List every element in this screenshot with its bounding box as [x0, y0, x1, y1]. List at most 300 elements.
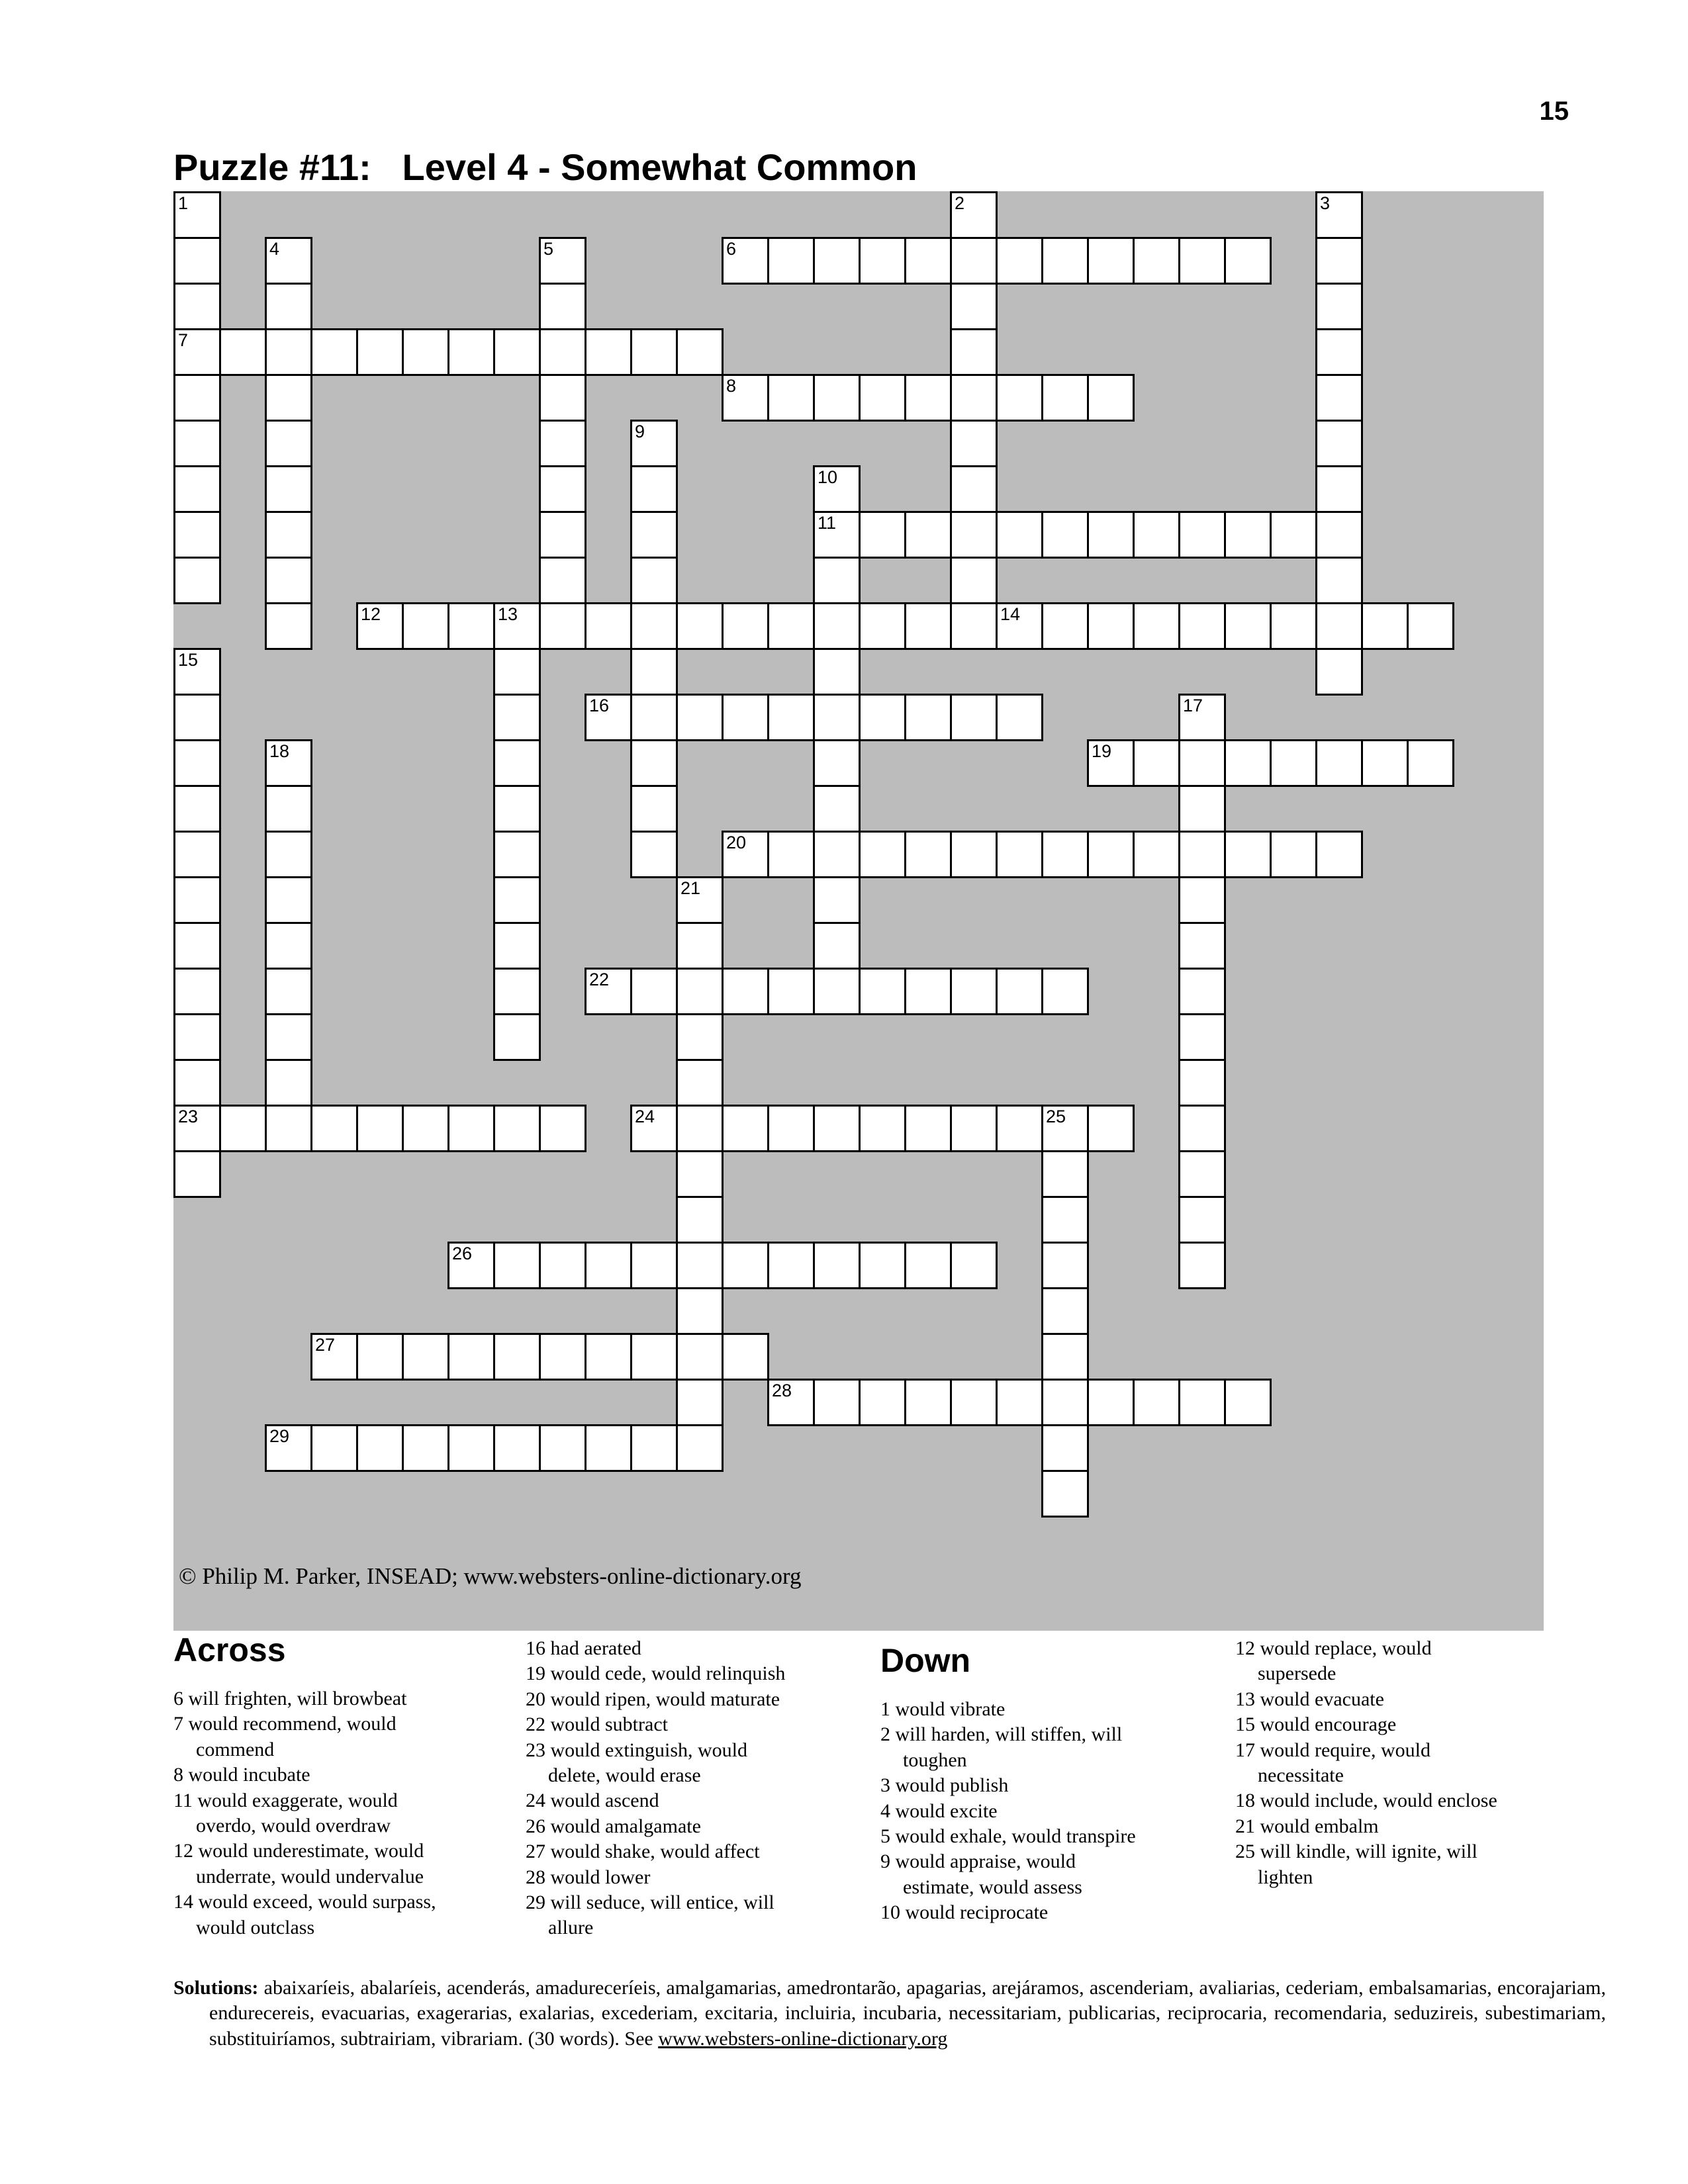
grid-cell[interactable] [447, 1333, 495, 1381]
grid-cell[interactable] [676, 1105, 724, 1152]
grid-cell[interactable] [996, 694, 1043, 741]
grid-cell[interactable] [996, 237, 1043, 285]
grid-cell[interactable] [813, 1242, 861, 1289]
grid-cell[interactable] [722, 968, 769, 1015]
grid-cell[interactable] [539, 328, 586, 376]
grid-cell[interactable] [1315, 831, 1363, 878]
grid-cell[interactable] [1041, 1196, 1089, 1244]
grid-cell[interactable] [1224, 1379, 1272, 1426]
across-clues-col2 [526, 1636, 785, 1941]
grid-cell[interactable] [950, 1105, 998, 1152]
grid-cell[interactable] [1041, 831, 1089, 878]
grid-cell[interactable] [493, 1105, 541, 1152]
grid-cell[interactable] [630, 1424, 678, 1472]
grid-cell[interactable] [813, 374, 861, 422]
grid-cell[interactable] [1087, 739, 1135, 787]
grid-cell[interactable] [1224, 511, 1272, 559]
grid-cell[interactable] [1315, 739, 1363, 787]
grid-cell[interactable] [402, 1424, 449, 1472]
grid-cell[interactable] [1133, 511, 1180, 559]
grid-cell[interactable] [493, 1013, 541, 1061]
clue-text: 21 would embalm [1235, 1815, 1379, 1837]
grid-cell[interactable] [676, 1150, 724, 1198]
grid-cell[interactable] [1041, 374, 1089, 422]
grid-cell[interactable] [722, 602, 769, 650]
grid-cell[interactable] [722, 1333, 769, 1381]
grid-cell[interactable] [219, 1105, 267, 1152]
grid-cell[interactable] [813, 739, 861, 787]
grid-cell[interactable] [173, 739, 221, 787]
grid-cell[interactable] [265, 1424, 312, 1472]
grid-cell[interactable] [310, 1333, 358, 1381]
grid-cell[interactable] [1315, 374, 1363, 422]
grid-cell[interactable] [1224, 739, 1272, 787]
clue-number: 23 [178, 1107, 199, 1126]
grid-cell[interactable] [173, 511, 221, 559]
grid-cell[interactable] [676, 1059, 724, 1107]
grid-cell[interactable] [813, 511, 861, 559]
grid-cell[interactable] [676, 922, 724, 970]
grid-cell[interactable] [767, 694, 815, 741]
grid-cell[interactable] [950, 694, 998, 741]
grid-cell[interactable] [265, 785, 312, 833]
grid-cell[interactable] [493, 831, 541, 878]
grid-cell[interactable] [402, 1333, 449, 1381]
grid-cell[interactable] [996, 831, 1043, 878]
grid-cell[interactable] [539, 283, 586, 330]
grid-cell[interactable] [493, 328, 541, 376]
grid-cell[interactable] [356, 602, 404, 650]
grid-cell[interactable] [813, 968, 861, 1015]
grid-cell[interactable] [265, 465, 312, 513]
grid-cell[interactable] [539, 1424, 586, 1472]
grid-cell[interactable] [493, 876, 541, 924]
grid-cell[interactable] [859, 511, 906, 559]
grid-cell[interactable] [722, 694, 769, 741]
grid-cell[interactable] [859, 968, 906, 1015]
grid-cell[interactable] [1315, 648, 1363, 696]
grid-cell[interactable] [676, 1424, 724, 1472]
grid-cell[interactable] [356, 1424, 404, 1472]
grid-cell[interactable] [310, 328, 358, 376]
grid-cell[interactable] [1178, 694, 1226, 741]
grid-cell[interactable] [1178, 831, 1226, 878]
clue-number: 29 [269, 1426, 290, 1446]
grid-cell[interactable] [1178, 1150, 1226, 1198]
grid-cell[interactable] [585, 1333, 632, 1381]
grid-cell[interactable] [1087, 1379, 1135, 1426]
grid-cell[interactable] [265, 374, 312, 422]
grid-cell[interactable] [1087, 602, 1135, 650]
grid-cell[interactable] [1041, 602, 1089, 650]
grid-cell[interactable] [950, 283, 998, 330]
grid-cell[interactable] [1041, 1379, 1089, 1426]
clue-text: 23 would extinguish, would [526, 1739, 747, 1761]
grid-cell[interactable] [813, 922, 861, 970]
clue-item [526, 1814, 785, 1839]
grid-cell[interactable] [813, 557, 861, 604]
grid-cell[interactable] [1315, 602, 1363, 650]
grid-cell[interactable] [1041, 1150, 1089, 1198]
grid-cell[interactable] [1270, 511, 1317, 559]
grid-cell[interactable] [1315, 328, 1363, 376]
grid-cell[interactable] [904, 374, 952, 422]
grid-cell[interactable] [356, 328, 404, 376]
grid-cell[interactable] [676, 328, 724, 376]
grid-cell[interactable] [265, 876, 312, 924]
grid-cell[interactable] [813, 1105, 861, 1152]
grid-cell[interactable] [173, 968, 221, 1015]
grid-cell[interactable] [813, 602, 861, 650]
grid-cell[interactable] [173, 876, 221, 924]
grid-cell[interactable] [1041, 511, 1089, 559]
grid-cell[interactable] [1087, 831, 1135, 878]
grid-cell[interactable] [630, 1242, 678, 1289]
grid-cell[interactable] [1270, 831, 1317, 878]
grid-cell[interactable] [630, 1105, 678, 1152]
grid-cell[interactable] [904, 694, 952, 741]
grid-cell[interactable] [265, 557, 312, 604]
grid-cell[interactable] [493, 922, 541, 970]
grid-cell[interactable] [1133, 1379, 1180, 1426]
grid-cell[interactable] [722, 374, 769, 422]
grid-cell[interactable] [1178, 602, 1226, 650]
grid-cell[interactable] [996, 968, 1043, 1015]
grid-cell[interactable] [493, 694, 541, 741]
clue-number: 21 [680, 878, 701, 898]
grid-cell[interactable] [904, 831, 952, 878]
grid-cell[interactable] [859, 237, 906, 285]
grid-cell[interactable] [676, 876, 724, 924]
grid-cell[interactable] [1041, 237, 1089, 285]
grid-cell[interactable] [767, 602, 815, 650]
grid-cell[interactable] [173, 420, 221, 467]
grid-cell[interactable] [1087, 511, 1135, 559]
grid-cell[interactable] [539, 511, 586, 559]
grid-cell[interactable] [173, 1059, 221, 1107]
grid-cell[interactable] [676, 1379, 724, 1426]
grid-cell[interactable] [996, 602, 1043, 650]
grid-cell[interactable] [1041, 1242, 1089, 1289]
grid-cell[interactable] [539, 374, 586, 422]
grid-cell[interactable] [265, 511, 312, 559]
grid-cell[interactable] [950, 511, 998, 559]
grid-cell[interactable] [767, 831, 815, 878]
grid-cell[interactable] [904, 1379, 952, 1426]
grid-cell[interactable] [493, 602, 541, 650]
grid-cell[interactable] [630, 968, 678, 1015]
grid-cell[interactable] [173, 1150, 221, 1198]
grid-cell[interactable] [1133, 237, 1180, 285]
grid-cell[interactable] [950, 191, 998, 239]
grid-cell[interactable] [173, 374, 221, 422]
clue-text: 15 would encourage [1235, 1713, 1397, 1736]
grid-cell[interactable] [173, 694, 221, 741]
grid-cell[interactable] [1041, 1105, 1089, 1152]
grid-cell[interactable] [585, 602, 632, 650]
grid-cell[interactable] [356, 1105, 404, 1152]
grid-cell[interactable] [676, 1242, 724, 1289]
grid-cell[interactable] [859, 831, 906, 878]
grid-cell[interactable] [173, 1013, 221, 1061]
grid-cell[interactable] [539, 420, 586, 467]
grid-cell[interactable] [310, 1424, 358, 1472]
grid-cell[interactable] [265, 420, 312, 467]
grid-cell[interactable] [265, 283, 312, 330]
grid-cell[interactable] [1178, 1196, 1226, 1244]
grid-cell[interactable] [1224, 237, 1272, 285]
clue-number: 15 [178, 650, 199, 670]
grid-cell[interactable] [1178, 1013, 1226, 1061]
grid-cell[interactable] [950, 557, 998, 604]
grid-cell[interactable] [447, 1424, 495, 1472]
grid-cell[interactable] [1361, 739, 1409, 787]
grid-cell[interactable] [904, 1105, 952, 1152]
grid-cell[interactable] [904, 511, 952, 559]
grid-cell[interactable] [1224, 602, 1272, 650]
grid-cell[interactable] [904, 602, 952, 650]
grid-cell[interactable] [996, 374, 1043, 422]
grid-cell[interactable] [493, 739, 541, 787]
grid-cell[interactable] [630, 1333, 678, 1381]
grid-cell[interactable] [265, 1013, 312, 1061]
grid-cell[interactable] [585, 1424, 632, 1472]
grid-cell[interactable] [859, 602, 906, 650]
grid-cell[interactable] [173, 922, 221, 970]
grid-cell[interactable] [447, 602, 495, 650]
grid-cell[interactable] [493, 1424, 541, 1472]
grid-cell[interactable] [813, 785, 861, 833]
grid-cell[interactable] [447, 328, 495, 376]
grid-cell[interactable] [767, 237, 815, 285]
grid-cell[interactable] [676, 968, 724, 1015]
grid-cell[interactable] [1087, 1105, 1135, 1152]
grid-cell[interactable] [630, 465, 678, 513]
grid-cell[interactable] [722, 1242, 769, 1289]
clue-number: 26 [452, 1244, 473, 1263]
grid-cell[interactable] [1041, 1333, 1089, 1381]
grid-cell[interactable] [1315, 465, 1363, 513]
grid-cell[interactable] [1270, 739, 1317, 787]
grid-cell[interactable] [173, 328, 221, 376]
grid-cell[interactable] [722, 831, 769, 878]
grid-cell[interactable] [950, 1242, 998, 1289]
grid-cell[interactable] [1315, 237, 1363, 285]
across-clues-col1 [173, 1686, 436, 1940]
grid-cell[interactable] [1133, 831, 1180, 878]
grid-cell[interactable] [630, 557, 678, 604]
grid-cell[interactable] [585, 1242, 632, 1289]
grid-cell[interactable] [1178, 511, 1226, 559]
grid-cell[interactable] [859, 1242, 906, 1289]
grid-cell[interactable] [173, 237, 221, 285]
grid-cell[interactable] [402, 328, 449, 376]
grid-cell[interactable] [493, 1242, 541, 1289]
grid-cell[interactable] [173, 1105, 221, 1152]
grid-cell[interactable] [767, 968, 815, 1015]
grid-cell[interactable] [356, 1333, 404, 1381]
grid-cell[interactable] [630, 420, 678, 467]
grid-cell[interactable] [447, 1105, 495, 1152]
grid-cell[interactable] [265, 968, 312, 1015]
grid-cell[interactable] [904, 968, 952, 1015]
grid-cell[interactable] [1178, 968, 1226, 1015]
grid-cell[interactable] [539, 237, 586, 285]
grid-cell[interactable] [767, 1379, 815, 1426]
grid-cell[interactable] [630, 648, 678, 696]
grid-cell[interactable] [265, 328, 312, 376]
grid-cell[interactable] [950, 968, 998, 1015]
grid-cell[interactable] [585, 968, 632, 1015]
grid-cell[interactable] [219, 328, 267, 376]
grid-cell[interactable] [813, 1379, 861, 1426]
grid-cell[interactable] [1041, 1287, 1089, 1335]
grid-cell[interactable] [950, 831, 998, 878]
grid-cell[interactable] [950, 328, 998, 376]
clue-item [1235, 1687, 1497, 1712]
grid-cell[interactable] [265, 602, 312, 650]
clue-text: 14 would exceed, would surpass, [173, 1891, 436, 1913]
grid-cell[interactable] [813, 465, 861, 513]
grid-cell[interactable] [767, 1242, 815, 1289]
grid-cell[interactable] [265, 237, 312, 285]
grid-cell[interactable] [859, 374, 906, 422]
grid-cell[interactable] [1178, 922, 1226, 970]
grid-cell[interactable] [173, 465, 221, 513]
down-clues-col1 [880, 1697, 1136, 1926]
grid-cell[interactable] [173, 191, 221, 239]
grid-cell[interactable] [767, 374, 815, 422]
grid-cell[interactable] [630, 831, 678, 878]
grid-cell[interactable] [493, 968, 541, 1015]
grid-cell[interactable] [630, 328, 678, 376]
grid-cell[interactable] [676, 1333, 724, 1381]
grid-cell[interactable] [904, 237, 952, 285]
grid-cell[interactable] [173, 785, 221, 833]
grid-cell[interactable] [493, 1333, 541, 1381]
down-clues-col2 [1235, 1636, 1497, 1890]
grid-cell[interactable] [1087, 237, 1135, 285]
grid-cell[interactable] [813, 831, 861, 878]
clue-item [526, 1890, 785, 1941]
grid-cell[interactable] [539, 557, 586, 604]
clue-number: 27 [315, 1335, 336, 1355]
grid-cell[interactable] [173, 557, 221, 604]
grid-cell[interactable] [493, 785, 541, 833]
grid-cell[interactable] [585, 328, 632, 376]
grid-cell[interactable] [1087, 374, 1135, 422]
grid-cell[interactable] [950, 602, 998, 650]
grid-cell[interactable] [722, 1105, 769, 1152]
grid-cell[interactable] [950, 1379, 998, 1426]
grid-cell[interactable] [173, 831, 221, 878]
grid-cell[interactable] [265, 922, 312, 970]
grid-cell[interactable] [676, 1013, 724, 1061]
solutions-link[interactable]: www.websters-online-dictionary.org [658, 2027, 948, 2050]
grid-cell[interactable] [493, 648, 541, 696]
grid-cell[interactable] [539, 602, 586, 650]
grid-cell[interactable] [1270, 602, 1317, 650]
grid-cell[interactable] [265, 831, 312, 878]
grid-cell[interactable] [1407, 739, 1454, 787]
grid-cell[interactable] [173, 648, 221, 696]
grid-cell[interactable] [996, 511, 1043, 559]
grid-cell[interactable] [996, 1379, 1043, 1426]
grid-cell[interactable] [813, 876, 861, 924]
grid-cell[interactable] [722, 237, 769, 285]
grid-cell[interactable] [767, 1105, 815, 1152]
grid-cell[interactable] [950, 420, 998, 467]
grid-cell[interactable] [1041, 1424, 1089, 1472]
grid-cell[interactable] [539, 1242, 586, 1289]
grid-cell[interactable] [676, 602, 724, 650]
grid-cell[interactable] [265, 739, 312, 787]
grid-cell[interactable] [310, 1105, 358, 1152]
grid-cell[interactable] [676, 694, 724, 741]
grid-cell[interactable] [1224, 831, 1272, 878]
grid-cell[interactable] [950, 237, 998, 285]
grid-cell[interactable] [813, 237, 861, 285]
grid-cell[interactable] [859, 1379, 906, 1426]
grid-cell[interactable] [630, 739, 678, 787]
grid-cell[interactable] [630, 511, 678, 559]
grid-cell[interactable] [676, 1196, 724, 1244]
grid-cell[interactable] [1315, 511, 1363, 559]
grid-cell[interactable] [859, 1105, 906, 1152]
grid-cell[interactable] [539, 1333, 586, 1381]
grid-cell[interactable] [173, 283, 221, 330]
grid-cell[interactable] [630, 785, 678, 833]
grid-cell[interactable] [1178, 1379, 1226, 1426]
grid-cell[interactable] [265, 1059, 312, 1107]
grid-cell[interactable] [1041, 1470, 1089, 1518]
grid-cell[interactable] [1133, 602, 1180, 650]
grid-cell[interactable] [1315, 557, 1363, 604]
grid-cell[interactable] [265, 1105, 312, 1152]
grid-cell[interactable] [1041, 968, 1089, 1015]
grid-cell[interactable] [630, 602, 678, 650]
grid-cell[interactable] [950, 374, 998, 422]
grid-cell[interactable] [1407, 602, 1454, 650]
grid-cell[interactable] [1178, 876, 1226, 924]
grid-cell[interactable] [1361, 602, 1409, 650]
grid-cell[interactable] [813, 648, 861, 696]
grid-cell[interactable] [1315, 191, 1363, 239]
grid-cell[interactable] [1178, 785, 1226, 833]
grid-cell[interactable] [1178, 1105, 1226, 1152]
grid-cell[interactable] [1178, 1242, 1226, 1289]
grid-cell[interactable] [447, 1242, 495, 1289]
grid-cell[interactable] [813, 694, 861, 741]
grid-cell[interactable] [1178, 237, 1226, 285]
grid-cell[interactable] [676, 1287, 724, 1335]
grid-cell[interactable] [859, 694, 906, 741]
grid-cell[interactable] [1315, 283, 1363, 330]
grid-cell[interactable] [585, 694, 632, 741]
grid-cell[interactable] [1178, 1059, 1226, 1107]
grid-cell[interactable] [1315, 420, 1363, 467]
grid-cell[interactable] [904, 1242, 952, 1289]
grid-cell[interactable] [630, 694, 678, 741]
grid-cell[interactable] [1178, 739, 1226, 787]
grid-cell[interactable] [402, 602, 449, 650]
grid-cell[interactable] [539, 1105, 586, 1152]
grid-cell[interactable] [996, 1105, 1043, 1152]
grid-cell[interactable] [539, 465, 586, 513]
grid-cell[interactable] [1133, 739, 1180, 787]
grid-cell[interactable] [402, 1105, 449, 1152]
grid-cell[interactable] [950, 465, 998, 513]
